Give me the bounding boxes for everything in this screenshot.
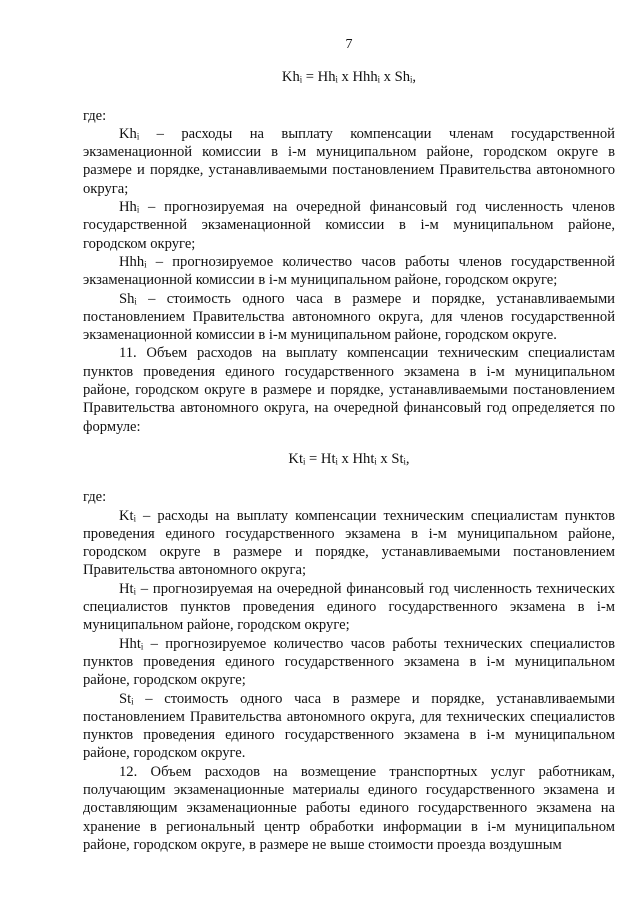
definition-hh: Hhᵢ – прогнозируемая на очередной финансовый год численность членов государственной экзаменационной комиссии в i-м муниципальном районе, городском округе; [83,199,615,252]
definition-sh: Shᵢ – стоимость одного часа в размере и порядке, устанавливаемыми постановлением Правительства автономного округа, для членов государственной экзаменационной комиссии в i-м муниципальном районе, городском округе. [83,290,615,344]
where-label: где: [83,107,107,124]
document-page [83,36,615,854]
where-label: где: [83,489,107,506]
definition-st: Stᵢ – стоимость одного часа в размере и порядке, устанавливаемыми постановлением Правительства автономного округа, для технических специалистов пунктов проведения единого государственного экзамена в i-м муниципальном районе, городском округе. [83,690,615,762]
definition-ht: Htᵢ – прогнозируемая на очередной финансовый год численность технических специалистов пунктов проведения единого государственного экзамена в i-м муниципальном районе, городском округе; [83,580,615,634]
paragraph-item-12: 12. Объем расходов на возмещение транспортных услуг работникам, получающим экзаменационные материалы единого государственного экзамена и доставляющим экзаменационные работы единого государственного экзамена на хранение в региональный центр обработки информации в i-м муниципальном районе, городском округе, в размере не выше стоимости проезда воздушным [83,763,615,853]
definition-kh: Khᵢ – расходы на выплату компенсации членам государственной экзаменационной комиссии в i-м муниципальном районе, городском округе в размере и порядке, устанавливаемыми постановлением Правительства автономного округа; [83,125,615,197]
page-number: 7 [345,37,353,52]
formula-compensation-commission: Khᵢ = Hhᵢ x Hhhᵢ x Shᵢ, [281,69,417,86]
paragraph-item-11: 11. Объем расходов на выплату компенсации техническим специалистам пунктов проведения единого государственного экзамена в i-м муниципальном районе, городском округе в размере и порядке, устанавливаемыми постановлением Правительства автономного округа, на очередной финансовый год определяется по формуле: [83,345,615,435]
definition-hht: Hhtᵢ – прогнозируемое количество часов работы технических специалистов пунктов проведения единого государственного экзамена в i-м муниципальном районе, городском округе; [83,635,615,689]
definition-hhh: Hhhᵢ – прогнозируемое количество часов работы членов государственной экзаменационной комиссии в i-м муниципальном районе, городском округе; [83,253,615,289]
formula-compensation-specialists: Ktᵢ = Htᵢ x Hhtᵢ x Stᵢ, [288,450,410,467]
definition-kt: Ktᵢ – расходы на выплату компенсации техническим специалистам пунктов проведения единого государственного экзамена в i-м муниципальном районе, городском округе в размере и порядке, устанавливаемыми постановлением Правительства автономного округа; [83,507,615,579]
